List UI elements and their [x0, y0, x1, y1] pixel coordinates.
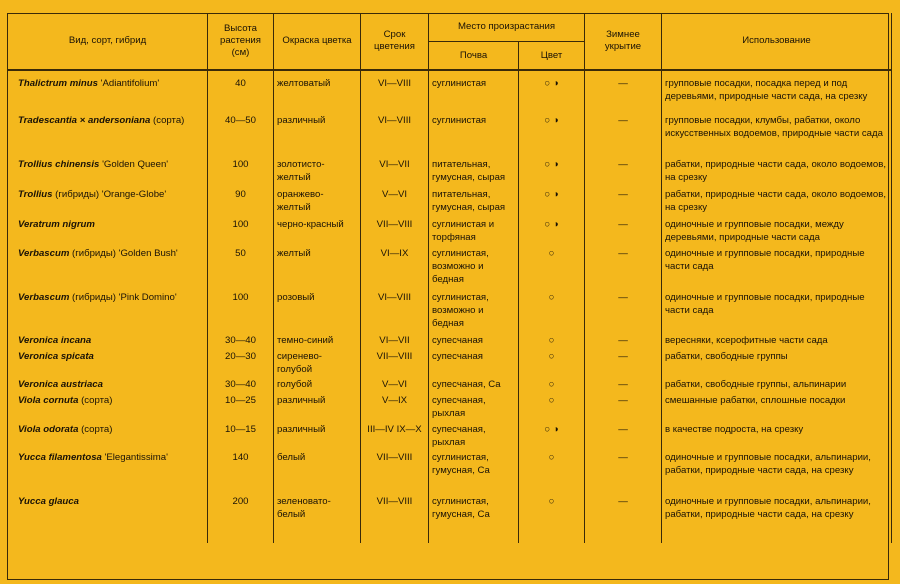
light-symbol: ○: [519, 291, 585, 334]
table-row: [8, 423, 892, 451]
plant-species: Veronica spicata: [18, 351, 94, 362]
bloom-period: VI—VII: [361, 158, 429, 188]
plant-name-cell: [8, 378, 208, 394]
light-symbol: ○ ◑: [519, 70, 585, 114]
plant-name-cell: [8, 451, 208, 495]
plant-height: 100: [208, 158, 274, 188]
usage: смешанные рабатки, сплошные посадки: [662, 394, 892, 423]
winter-cover: —: [585, 218, 662, 247]
header-height: Высота растения (см): [208, 13, 274, 70]
bloom-period: VI—VIII: [361, 70, 429, 114]
soil-type: питательная, гумусная, сырая: [429, 188, 519, 218]
plant-name-cell: [8, 114, 208, 158]
flower-color: различный: [274, 423, 361, 451]
flower-color: золотисто-желтый: [274, 158, 361, 188]
plant-height: 140: [208, 451, 274, 495]
plant-name-cell: [8, 291, 208, 334]
flower-color: различный: [274, 114, 361, 158]
plant-cultivar: 'Golden Queen': [99, 159, 169, 170]
flower-color: желтый: [274, 247, 361, 291]
table-row: [8, 70, 892, 114]
table-row: [8, 188, 892, 218]
plant-cultivar: 'Adiantifolium': [97, 78, 160, 89]
winter-cover: —: [585, 334, 662, 350]
flower-color: голубой: [274, 378, 361, 394]
table-row: [8, 247, 892, 291]
header-name: Вид, сорт, гибрид: [8, 13, 208, 70]
plant-height: 50: [208, 247, 274, 291]
light-symbol: ○ ◑: [519, 188, 585, 218]
usage: групповые посадки, клумбы, рабатки, около искусственных водоемов, природные части сада: [662, 114, 892, 158]
plant-height: 30—40: [208, 334, 274, 350]
table-row: [8, 291, 892, 334]
plant-height: 40—50: [208, 114, 274, 158]
plant-cultivar: (сорта): [78, 424, 113, 435]
light-symbol: ○ ◑: [519, 158, 585, 188]
soil-type: суглинистая, возможно и бедная: [429, 291, 519, 334]
light-symbol: ○: [519, 247, 585, 291]
winter-cover: —: [585, 394, 662, 423]
flower-color: различный: [274, 394, 361, 423]
soil-type: суглинистая: [429, 114, 519, 158]
usage: рабатки, природные части сада, около водоемов, на срезку: [662, 158, 892, 188]
plant-cultivar: (гибриды) 'Orange-Globe': [52, 189, 167, 200]
usage: рабатки, свободные группы: [662, 350, 892, 378]
plant-species: Thalictrum minus: [18, 78, 98, 89]
plant-species: Veronica incana: [18, 335, 92, 346]
plant-name-cell: [8, 218, 208, 247]
bloom-period: V—VI: [361, 378, 429, 394]
flower-color: оранжево-желтый: [274, 188, 361, 218]
winter-cover: —: [585, 114, 662, 158]
plant-name-cell: [8, 158, 208, 188]
plant-species: Veronica austriaca: [18, 379, 103, 390]
plant-species: Yucca glauca: [18, 496, 79, 507]
soil-type: суглинистая, гумусная, Ca: [429, 451, 519, 495]
winter-cover: —: [585, 378, 662, 394]
soil-type: суглинистая и торфяная: [429, 218, 519, 247]
bloom-period: VII—VIII: [361, 218, 429, 247]
soil-type: супесчаная, Ca: [429, 378, 519, 394]
plant-cultivar: (сорта): [78, 395, 113, 406]
plant-table: [7, 13, 892, 543]
plant-species: Verbascum: [18, 248, 70, 259]
light-symbol: ○: [519, 378, 585, 394]
flower-color: белый: [274, 451, 361, 495]
soil-type: супесчаная: [429, 334, 519, 350]
flower-color: сиренево-голубой: [274, 350, 361, 378]
usage: рабатки, природные части сада, около водоемов, на срезку: [662, 188, 892, 218]
plant-height: 30—40: [208, 378, 274, 394]
header-place: Место произрастания: [429, 13, 585, 42]
table-row: [8, 394, 892, 423]
soil-type: суглинистая, гумусная, Ca: [429, 495, 519, 543]
flower-color: желтоватый: [274, 70, 361, 114]
usage: вересняки, ксерофитные части сада: [662, 334, 892, 350]
plant-name-cell: [8, 334, 208, 350]
bloom-period: V—VI: [361, 188, 429, 218]
plant-cultivar: (гибриды) 'Golden Bush': [69, 248, 178, 259]
table-row: [8, 451, 892, 495]
bloom-period: VI—VIII: [361, 114, 429, 158]
table-row: [8, 114, 892, 158]
plant-name-cell: [8, 350, 208, 378]
light-symbol: ○ ◑: [519, 423, 585, 451]
soil-type: суглинистая: [429, 70, 519, 114]
flower-color: темно-синий: [274, 334, 361, 350]
plant-name-cell: [8, 495, 208, 543]
bloom-period: VI—IX: [361, 247, 429, 291]
winter-cover: —: [585, 291, 662, 334]
plant-cultivar: (гибриды) 'Pink Domino': [69, 292, 177, 303]
usage: рабатки, свободные группы, альпинарии: [662, 378, 892, 394]
plant-species: Trollius chinensis: [18, 159, 100, 170]
table-row: [8, 350, 892, 378]
usage: одиночные и групповые посадки, природные части сада: [662, 291, 892, 334]
usage: одиночные и групповые посадки, между деревьями, природные части сада: [662, 218, 892, 247]
usage: групповые посадки, посадка перед и под деревьями, природные части сада, на срезку: [662, 70, 892, 114]
light-symbol: ○: [519, 334, 585, 350]
bloom-period: VII—VIII: [361, 451, 429, 495]
plant-name-cell: [8, 394, 208, 423]
plant-name-cell: [8, 188, 208, 218]
plant-cultivar: (сорта): [150, 115, 185, 126]
table-row: [8, 495, 892, 543]
plant-name-cell: [8, 247, 208, 291]
bloom-period: VI—VII: [361, 334, 429, 350]
usage: одиночные и групповые посадки, природные части сада: [662, 247, 892, 291]
header-use: Использование: [662, 13, 892, 70]
flower-color: розовый: [274, 291, 361, 334]
plant-species: Veratrum nigrum: [18, 219, 95, 230]
bloom-period: VII—VIII: [361, 495, 429, 543]
plant-height: 90: [208, 188, 274, 218]
bloom-period: VI—VIII: [361, 291, 429, 334]
winter-cover: —: [585, 350, 662, 378]
table-row: [8, 378, 892, 394]
table-row: [8, 218, 892, 247]
plant-species: Tradescantia × andersoniana: [18, 115, 151, 126]
plant-species: Viola cornuta: [18, 395, 79, 406]
flower-color: зеленовато-белый: [274, 495, 361, 543]
plant-height: 200: [208, 495, 274, 543]
table-row: [8, 158, 892, 188]
plant-species: Verbascum: [18, 292, 70, 303]
header-bloom: Срок цветения: [361, 13, 429, 70]
light-symbol: ○: [519, 394, 585, 423]
winter-cover: —: [585, 495, 662, 543]
header-color: Окраска цветка: [274, 13, 361, 70]
plant-species: Yucca filamentosa: [18, 452, 102, 463]
plant-height: 100: [208, 218, 274, 247]
light-symbol: ○: [519, 350, 585, 378]
table-row: [8, 334, 892, 350]
soil-type: супесчаная, рыхлая: [429, 394, 519, 423]
soil-type: суглинистая, возможно и бедная: [429, 247, 519, 291]
winter-cover: —: [585, 451, 662, 495]
soil-type: супесчаная, рыхлая: [429, 423, 519, 451]
soil-type: супесчаная: [429, 350, 519, 378]
plant-height: 40: [208, 70, 274, 114]
usage: одиночные и групповые посадки, альпинарии, рабатки, природные части сада, на срезку: [662, 451, 892, 495]
bloom-period: VII—VIII: [361, 350, 429, 378]
light-symbol: ○: [519, 495, 585, 543]
plant-height: 10—15: [208, 423, 274, 451]
plant-name-cell: [8, 423, 208, 451]
table-header: [8, 13, 892, 70]
plant-height: 10—25: [208, 394, 274, 423]
flower-color: черно-красный: [274, 218, 361, 247]
winter-cover: —: [585, 423, 662, 451]
plant-species: Trollius: [18, 189, 53, 200]
winter-cover: —: [585, 188, 662, 218]
usage: одиночные и групповые посадки, альпинарии, рабатки, природные части сада, на срезку: [662, 495, 892, 543]
plant-species: Viola odorata: [18, 424, 79, 435]
winter-cover: —: [585, 158, 662, 188]
light-symbol: ○: [519, 451, 585, 495]
soil-type: питательная, гумусная, сырая: [429, 158, 519, 188]
winter-cover: —: [585, 70, 662, 114]
usage: в качестве подроста, на срезку: [662, 423, 892, 451]
table-body: [8, 70, 892, 543]
winter-cover: —: [585, 247, 662, 291]
light-symbol: ○ ◑: [519, 218, 585, 247]
bloom-period: III—IV IX—X: [361, 423, 429, 451]
plant-name-cell: [8, 70, 208, 114]
header-winter: Зимнее укрытие: [585, 13, 662, 70]
plant-height: 20—30: [208, 350, 274, 378]
bloom-period: V—IX: [361, 394, 429, 423]
light-symbol: ○ ◑: [519, 114, 585, 158]
plant-cultivar: 'Elegantissima': [101, 452, 168, 463]
plant-height: 100: [208, 291, 274, 334]
header-light: Цвет: [519, 42, 585, 71]
header-soil: Почва: [429, 42, 519, 71]
